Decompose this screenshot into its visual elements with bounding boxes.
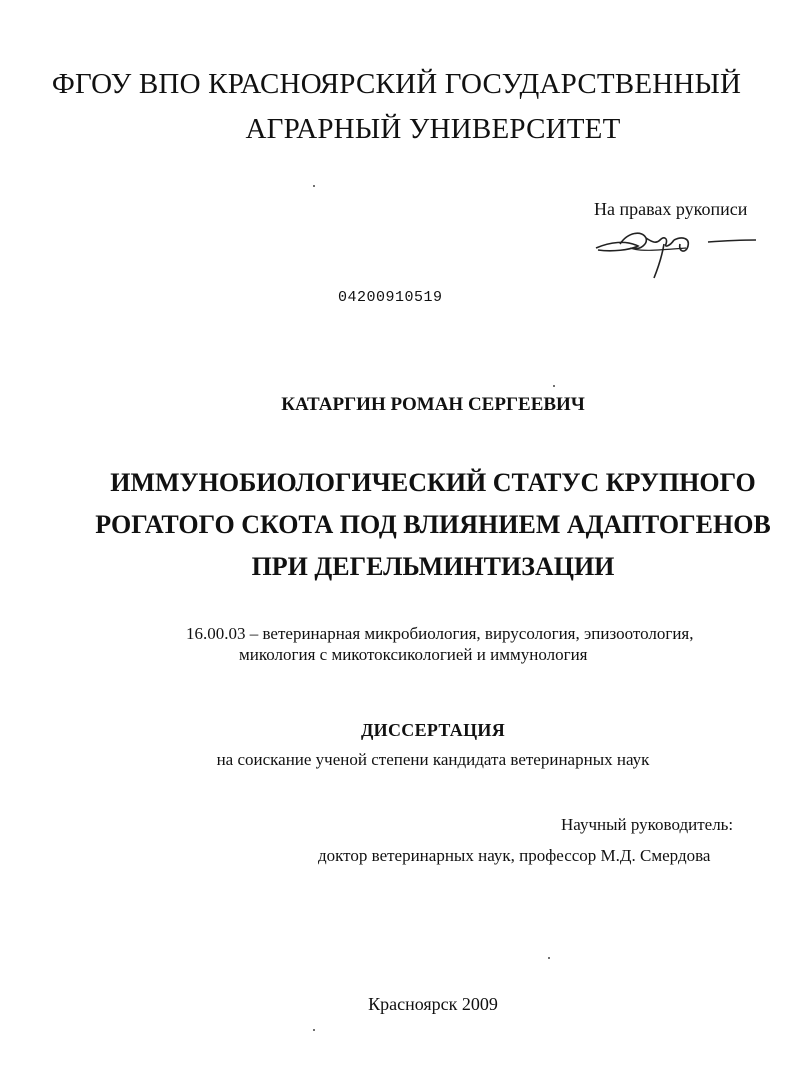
thesis-title-line-2: РОГАТОГО СКОТА ПОД ВЛИЯНИЕМ АДАПТОГЕНОВ (95, 510, 771, 539)
scan-speck (313, 1029, 315, 1031)
thesis-title-line-1: ИММУНОБИОЛОГИЧЕСКИЙ СТАТУС КРУПНОГО (110, 468, 756, 497)
city-year: Красноярск 2009 (368, 994, 498, 1014)
degree-statement: на соискание ученой степени кандидата ветеринарных наук (216, 750, 650, 769)
supervisor-label: Научный руководитель: (561, 815, 734, 834)
signature-drawing (590, 226, 760, 286)
supervisor-name: доктор ветеринарных наук, профессор М.Д. Смердова (318, 846, 711, 865)
scan-speck (553, 385, 555, 387)
specialty-line-2: микология с микотоксикологией и иммунология (239, 645, 588, 664)
institution-line-1: ФГОУ ВПО КРАСНОЯРСКИЙ ГОСУДАРСТВЕННЫЙ (51, 68, 742, 100)
scan-speck (548, 957, 550, 959)
scan-speck (313, 185, 315, 187)
thesis-title-line-3: ПРИ ДЕГЕЛЬМИНТИЗАЦИИ (251, 552, 615, 581)
specialty-line-1: 16.00.03 – ветеринарная микробиология, вирусология, эпизоотология, (186, 624, 694, 643)
institution-line-2: АГРАРНЫЙ УНИВЕРСИТЕТ (245, 113, 621, 145)
author-name: КАТАРГИН РОМАН СЕРГЕЕВИЧ (281, 394, 585, 415)
signature-icon (590, 226, 760, 286)
document-type: ДИССЕРТАЦИЯ (360, 720, 505, 740)
registration-number: 04200910519 (338, 289, 443, 306)
manuscript-rights-label: На правах рукописи (594, 199, 748, 219)
thesis-title (0, 462, 793, 588)
